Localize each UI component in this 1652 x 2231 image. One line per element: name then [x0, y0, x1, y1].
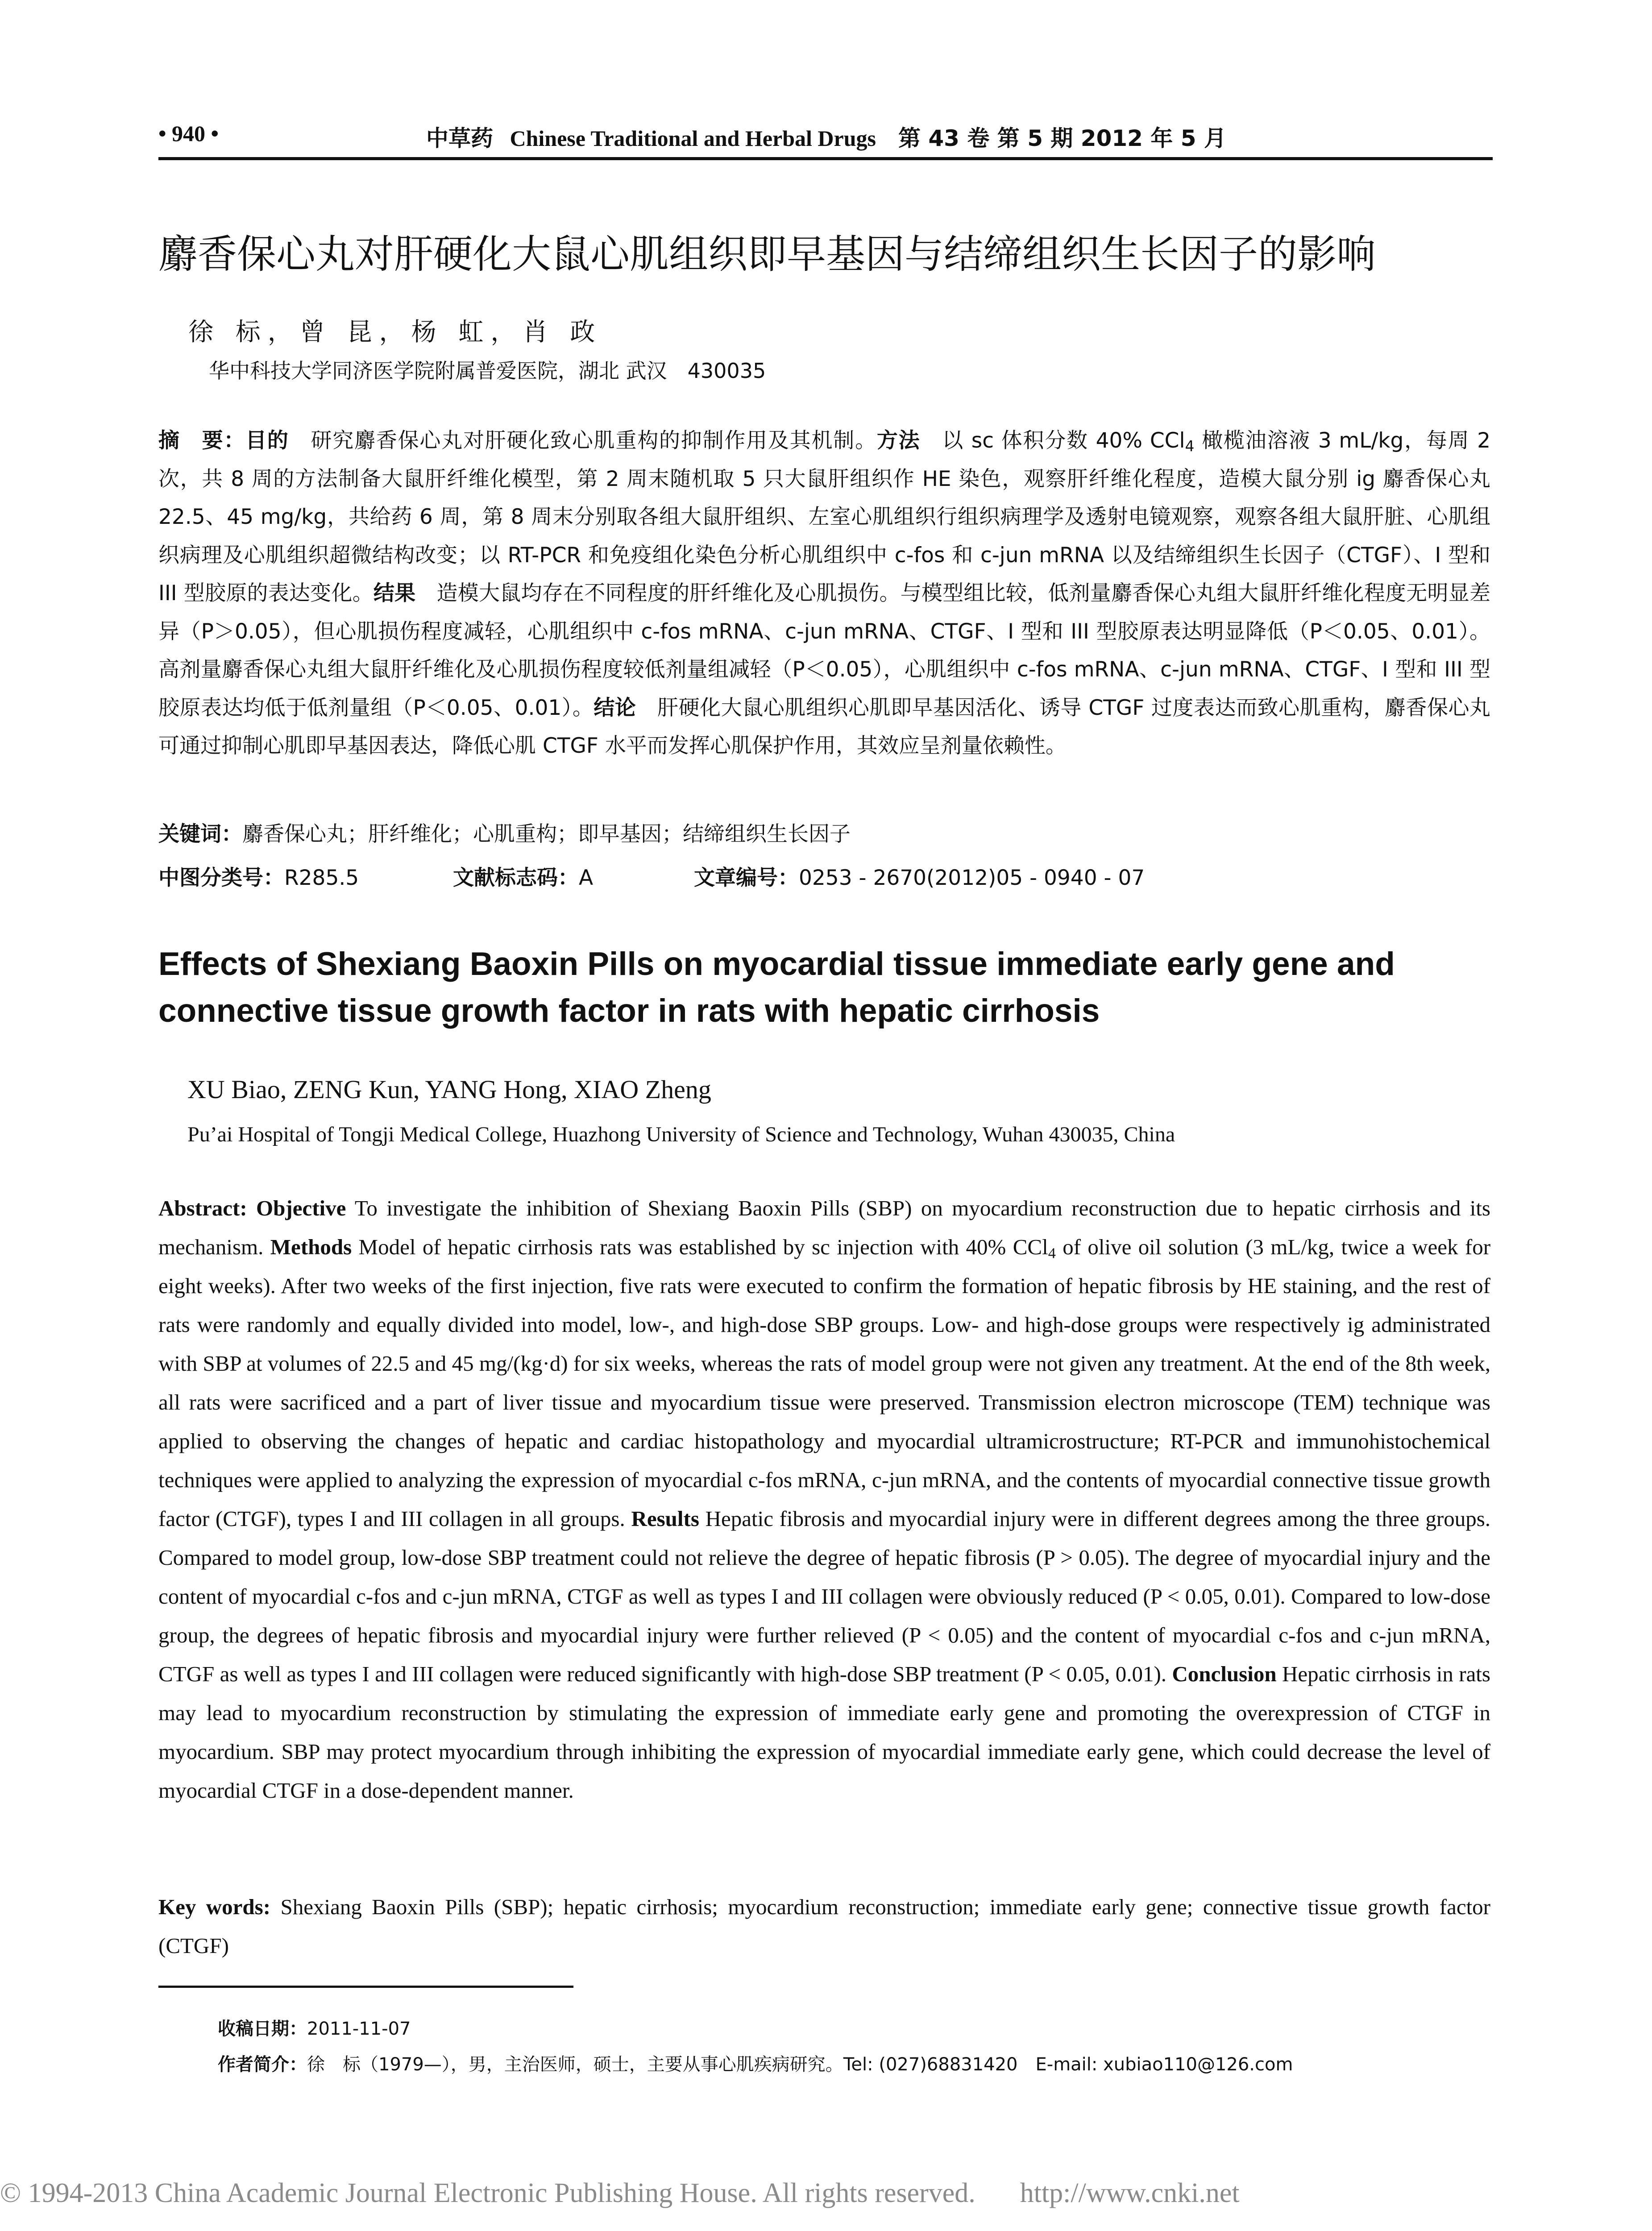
author-info: [218, 2050, 1293, 2076]
volume-issue: 第 43 卷 第 5 期 2012 年 5 月: [898, 125, 1226, 151]
en-keywords-label: Key words:: [158, 1895, 271, 1919]
cn-conclusion-text: 肝硬化大鼠心肌组织心肌即早基因活化、诱导 CTGF 过度表达而致心肌重构，麝香保心丸可通过抑制心肌即早基因表达，降低心肌 CTGF 水平而发挥心肌保护作用，其效应呈剂量依赖性。: [158, 695, 1491, 758]
clc-value: R285.5: [284, 866, 359, 890]
article-no-label: 文章编号：: [694, 866, 799, 890]
en-conclusion-text: Hepatic cirrhosis in rats may lead to myocardium reconstruction by stimulating the expression of immediate early gene and promoting the overexpression of CTGF in myocardium. SBP may protect myocardium through inhibiting the expression of myocardial immediate early gene, which could decrease the level of myocardial CTGF in a dose-dependent manner.: [158, 1662, 1490, 1803]
en-results-label: Results: [631, 1506, 699, 1531]
cn-objective-label: 目的: [245, 428, 289, 453]
article-no-value: 0253 - 2670(2012)05 - 0940 - 07: [799, 866, 1145, 890]
footnote-rule: [158, 1986, 573, 1988]
en-affiliation: Pu’ai Hospital of Tongji Medical College, Huazhong University of Science and Technology, Wuhan 430035, China: [187, 1123, 1175, 1146]
en-methods-text-b: of olive oil solution (3 mL/kg, twice a week for eight weeks). After two weeks of the first injection, five rats were executed to confirm the formation of hepatic fibrosis by HE staining, and the rest of rats were randomly and equally divided into model, low-, and high-dose SBP groups. Low- and high-dose groups were respectively ig administrated with SBP at volumes of 22.5 and 45 mg/(kg·d) for six weeks, whereas the rats of model group were not given any treatment. At the end of the 8th week, all rats were sacrificed and a part of liver tissue and myocardium tissue were preserved. Transmission electron microscope (TEM) technique was applied to observing the changes of hepatic and cardiac histopathology and myocardial ultramicrostructure; RT-PCR and immunohistochemical techniques were applied to analyzing the expression of myocardial c-fos mRNA, c-jun mRNA, and the contents of myocardial connective tissue growth factor (CTGF), types I and III collagen in all groups.: [158, 1235, 1491, 1531]
en-objective-text: To investigate the inhibition of Shexiang Baoxin Pills (SBP) on myocardium reconstruction due to hepatic cirrhosis and its mechanism.: [158, 1196, 1490, 1259]
en-methods-subscript: 4: [1048, 1244, 1056, 1262]
en-conclusion-label: Conclusion: [1172, 1662, 1277, 1686]
running-header: [158, 118, 1493, 154]
cn-classification: [158, 861, 1490, 891]
cn-methods-text-a: 以 sc 体积分数 40% CCl: [920, 428, 1185, 453]
en-objective-label: Objective: [256, 1196, 346, 1220]
cn-affiliation: 华中科技大学同济医学院附属普爱医院，湖北 武汉 430035: [209, 359, 766, 383]
cn-methods-label: 方法: [876, 428, 921, 453]
received-value: 2011-11-07: [307, 2019, 411, 2039]
clc-label: 中图分类号：: [158, 866, 284, 890]
clc-group: [158, 861, 453, 891]
cn-objective-text: 研究麝香保心丸对肝硬化致心肌重构的抑制作用及其机制。: [289, 428, 877, 453]
cn-methods-subscript: 4: [1185, 437, 1195, 455]
doc-code-group: [453, 861, 694, 891]
copyright-url[interactable]: http://www.cnki.net: [1020, 2178, 1240, 2208]
cn-abstract-label: 摘 要：: [158, 428, 246, 453]
en-authors: XU Biao, ZENG Kun, YANG Hong, XIAO Zheng: [187, 1075, 711, 1104]
cn-abstract: [158, 422, 1490, 765]
en-abstract: [158, 1189, 1490, 1810]
en-title: Effects of Shexiang Baoxin Pills on myocardial tissue immediate early gene and connective tissue growth factor in rats with hepatic cirrhosis: [158, 946, 1395, 1029]
en-methods-label: Methods: [270, 1235, 352, 1259]
article-no-group: [694, 861, 1145, 891]
en-results-text: Hepatic fibrosis and myocardial injury were in different degrees among the three groups. Compared to model group, low-dose SBP treatment could not relieve the degree of hepatic fibrosis (P > 0.05). The degree of myocardial injury and the content of myocardial c-fos and c-jun mRNA, CTGF as well as types I and III collagen were obviously reduced (P < 0.05, 0.01). Compared to low-dose group, the degrees of hepatic fibrosis and myocardial injury were further relieved (P < 0.05) and the content of myocardial c-fos and c-jun mRNA, CTGF as well as types I and III collagen were reduced significantly with high-dose SBP treatment (P < 0.05, 0.01).: [158, 1506, 1491, 1686]
received-date: [218, 2015, 411, 2040]
author-info-label: 作者简介：: [218, 2054, 307, 2075]
copyright-text: © 1994-2013 China Academic Journal Electronic Publishing House. All rights reserved.: [0, 2178, 975, 2208]
cn-methods-text-b: 橄榄油溶液 3 mL/kg，每周 2 次，共 8 周的方法制备大鼠肝纤维化模型，第 2 周末随机取 5 只大鼠肝组织作 HE 染色，观察肝纤维化程度，造模大鼠分别 ig 麝香保心丸 22.5、45 mg/kg，共给药 6 周，第 8 周末分别取各组大鼠肝组织、左室心肌组织行组织病理学及透射电镜观察，观察各组大鼠肝脏、心肌组织病理及心肌组织超微结构改变；以 RT-PCR 和免疫组化染色分析心肌组织中 c-fos 和 c-jun mRNA 以及结缔组织生长因子（CTGF）、I 型和 III 型胶原的表达变化。: [158, 428, 1491, 605]
doc-code-label: 文献标志码：: [453, 866, 579, 890]
journal-line: [426, 120, 1226, 153]
en-abstract-label: Abstract:: [158, 1196, 247, 1220]
copyright-footer: [0, 2177, 1652, 2209]
author-info-value: 徐 标（1979—），男，主治医师，硕士，主要从事心肌疾病研究。Tel: (027)68831420 E-mail: xubiao110@126.com: [307, 2054, 1293, 2075]
en-methods-text-a: Model of hepatic cirrhosis rats was established by sc injection with 40% CCl: [352, 1235, 1048, 1259]
cn-results-text: 造模大鼠均存在不同程度的肝纤维化及心肌损伤。与模型组比较，低剂量麝香保心丸组大鼠肝纤维化程度无明显差异（P＞0.05），但心肌损伤程度减轻，心肌组织中 c-fos mRNA、c-jun mRNA、CTGF、I 型和 III 型胶原表达明显降低（P＜0.05、0.01）。高剂量麝香保心丸组大鼠肝纤维化及心肌损伤程度较低剂量组减轻（P＜0.05），心肌组织中 c-fos mRNA、c-jun mRNA、CTGF、I 型和 III 型胶原表达均低于低剂量组（P＜0.05、0.01）。: [158, 581, 1490, 720]
cn-results-label: 结果: [373, 581, 416, 605]
cn-keywords-label: 关键词：: [158, 822, 242, 846]
journal-en: Chinese Traditional and Herbal Drugs: [510, 126, 876, 151]
cn-authors: 徐 标，曾 昆，杨 虹，肖 政: [188, 318, 602, 347]
received-label: 收稿日期：: [218, 2019, 307, 2039]
header-rule: [158, 157, 1493, 160]
journal-cn-short: 中草药: [426, 125, 493, 151]
page-number: • 940 •: [158, 121, 219, 146]
en-keywords-text: Shexiang Baoxin Pills (SBP); hepatic cirrhosis; myocardium reconstruction; immediate early gene; connective tissue growth factor (CTGF): [158, 1895, 1490, 1958]
cn-conclusion-label: 结论: [594, 695, 636, 720]
cn-title: 麝香保心丸对肝硬化大鼠心肌组织即早基因与结缔组织生长因子的影响: [158, 231, 1376, 277]
cn-keywords-text: 麝香保心丸；肝纤维化；心肌重构；即早基因；结缔组织生长因子: [242, 822, 851, 846]
en-keywords: [158, 1887, 1490, 1965]
doc-code-value: A: [579, 866, 594, 890]
cn-keywords: [158, 817, 1490, 847]
